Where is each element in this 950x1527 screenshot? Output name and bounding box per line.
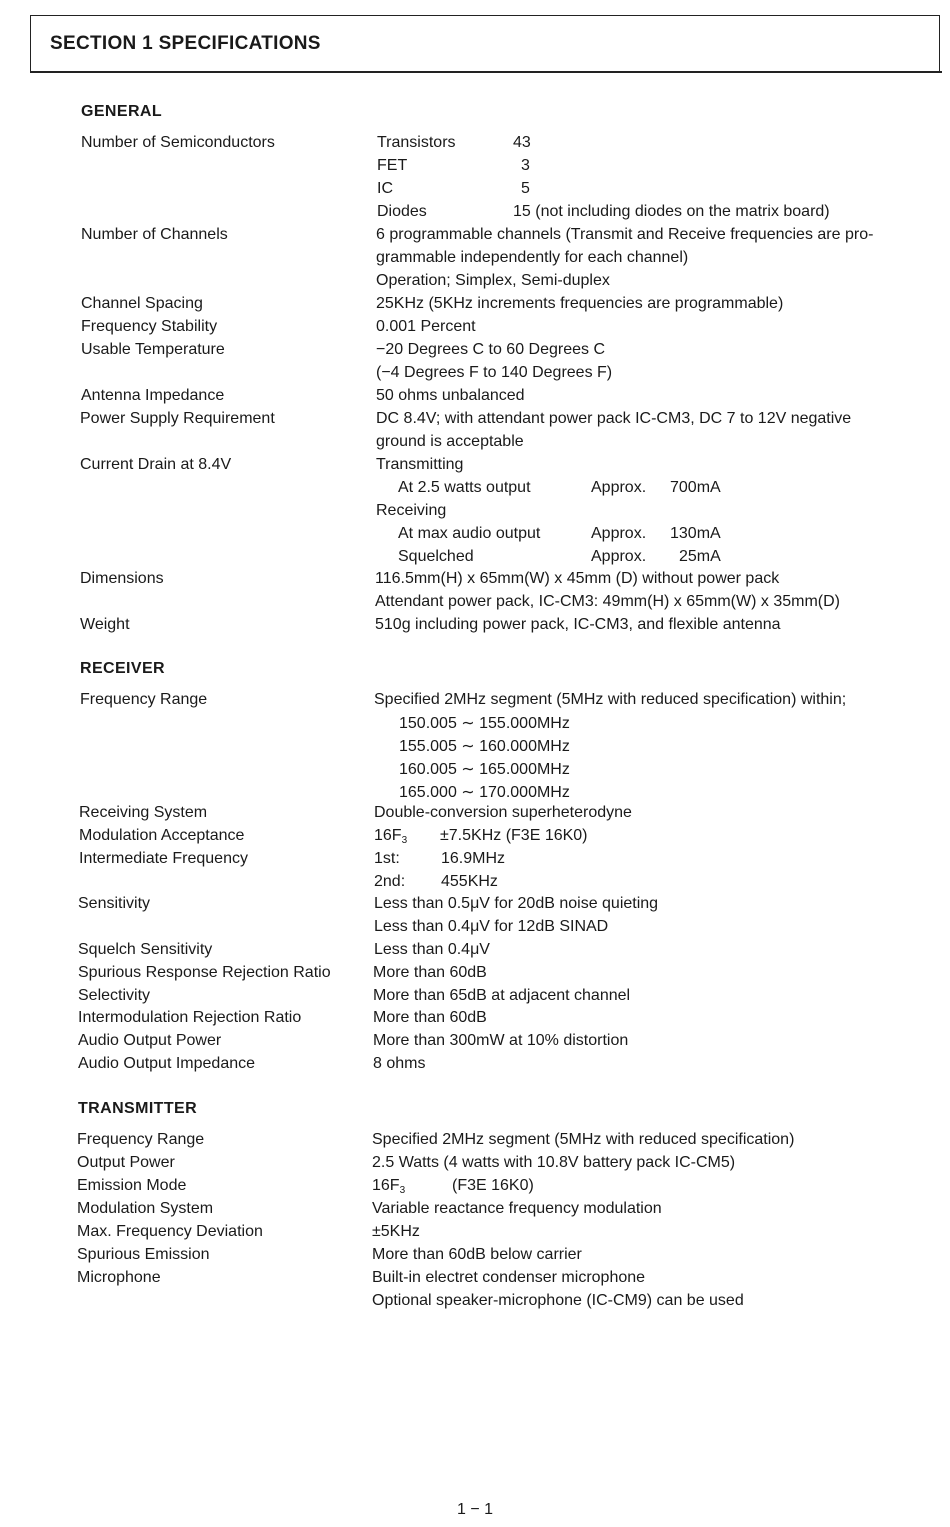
spec-row-rx-if-2 [0, 873, 950, 895]
spec-row-tx-mic-2 [0, 1292, 950, 1314]
spec-label: Sensitivity [78, 895, 151, 912]
emission-class: $16F_3$ [372, 1177, 406, 1196]
drain-condition: Squelched [398, 548, 474, 565]
spec-row-rx-squelch [0, 941, 950, 963]
freq-range: 150.005 ∼ 155.000MHz [399, 715, 570, 732]
spec-row-drain-rx2 [0, 548, 950, 570]
spec-value: Transmitting [376, 456, 464, 473]
spec-row-rx-system [0, 804, 950, 826]
drain-condition: At max audio output [398, 525, 541, 542]
spec-row-rx-freq [0, 691, 950, 713]
freq-range-row [0, 736, 950, 758]
transmitter-heading: TRANSMITTER [78, 1100, 198, 1117]
spec-row-power [0, 410, 950, 432]
semiconductor-name: FET [377, 157, 408, 174]
spec-value: grammable independently for each channel) [376, 249, 689, 266]
spec-value: −20 Degrees C to 60 Degrees C [376, 341, 606, 358]
spec-value: DC 8.4V; with attendant power pack IC-CM3, DC 7 to 12V negative [376, 410, 852, 427]
spec-row-rx-audio-power [0, 1032, 950, 1054]
spec-label: Selectivity [78, 987, 151, 1004]
spec-row-rx-sensitivity-2 [0, 918, 950, 940]
spec-value: More than 300mW at 10% distortion [373, 1032, 629, 1049]
spec-value: Less than 0.4μV for 12dB SINAD [374, 918, 609, 935]
drain-condition: At 2.5 watts output [398, 479, 531, 496]
spec-value: 2.5 Watts (4 watts with 10.8V battery pack IC-CM5) [372, 1154, 736, 1171]
spec-row-tx-spurious [0, 1246, 950, 1268]
semiconductor-name: Transistors [377, 134, 456, 151]
drain-value: 25mA [679, 548, 721, 565]
page-title: SECTION 1 SPECIFICATIONS [50, 33, 321, 54]
spec-row-rx-spurious [0, 964, 950, 986]
spec-label: Frequency Range [77, 1131, 205, 1148]
spec-value: More than 65dB at adjacent channel [373, 987, 631, 1004]
drain-value: 130mA [670, 525, 721, 542]
spec-row-weight [0, 616, 950, 638]
spec-label: Spurious Response Rejection Ratio [78, 964, 331, 981]
spec-row-tx-emission [0, 1177, 950, 1199]
spec-label: Channel Spacing [81, 295, 203, 312]
spec-value: ground is acceptable [376, 433, 524, 450]
if-value: 16.9MHz [441, 850, 506, 867]
freq-range: 165.000 ∼ 170.000MHz [399, 784, 570, 801]
spec-value: Operation; Simplex, Semi-duplex [376, 272, 610, 289]
spec-row-rx-if [0, 850, 950, 872]
receiver-heading: RECEIVER [80, 660, 165, 677]
spec-row-drain-rx1 [0, 525, 950, 547]
spec-value: Specified 2MHz segment (5MHz with reduced specification) within; [374, 691, 847, 708]
spec-row-dimensions-2 [0, 593, 950, 615]
spec-value: Less than 0.5μV for 20dB noise quieting [374, 895, 659, 912]
spec-row-rx-modulation [0, 827, 950, 849]
spec-label: Modulation Acceptance [79, 827, 245, 844]
spec-value: Attendant power pack, IC-CM3: 49mm(H) x 65mm(W) x 35mm(D) [375, 593, 840, 610]
freq-range-row [0, 782, 950, 804]
freq-range: 160.005 ∼ 165.000MHz [399, 761, 570, 778]
spec-row-drain-rx [0, 502, 950, 524]
spec-label: Antenna Impedance [81, 387, 225, 404]
spec-row-drain-tx [0, 479, 950, 501]
spec-row-stability [0, 318, 950, 340]
spec-label: Receiving System [79, 804, 208, 821]
spec-label: Squelch Sensitivity [78, 941, 213, 958]
spec-label: Modulation System [77, 1200, 214, 1217]
spec-label: Max. Frequency Deviation [77, 1223, 263, 1240]
spec-label: Dimensions [80, 570, 164, 587]
spec-row-ic [0, 180, 950, 202]
spec-value: 25KHz (5KHz increments frequencies are programmable) [376, 295, 784, 312]
freq-range-row [0, 713, 950, 735]
spec-row-tx-modsys [0, 1200, 950, 1222]
spec-value: 116.5mm(H) x 65mm(W) x 45mm (D) without power pack [375, 570, 780, 587]
if-stage: 1st: [374, 850, 400, 867]
if-stage: 2nd: [374, 873, 406, 890]
semiconductor-count: 5 [521, 180, 530, 197]
spec-row-channels [0, 226, 950, 248]
spec-row-channels-2 [0, 249, 950, 271]
spec-value: Specified 2MHz segment (5MHz with reduced specification) [372, 1131, 795, 1148]
spec-label: Frequency Stability [81, 318, 218, 335]
spec-row-rx-audio-imp [0, 1055, 950, 1077]
semiconductor-count: 43 [513, 134, 531, 151]
spec-value: Optional speaker-microphone (IC-CM9) can be used [372, 1292, 744, 1309]
spec-value: More than 60dB [373, 1009, 487, 1026]
spec-label: Output Power [77, 1154, 175, 1171]
spec-row-rx-intermod [0, 1009, 950, 1031]
spec-value: 0.001 Percent [376, 318, 476, 335]
spec-row-tx-mic [0, 1269, 950, 1291]
spec-row-fet [0, 157, 950, 179]
spec-label: Current Drain at 8.4V [80, 456, 232, 473]
spec-value: Double-conversion superheterodyne [374, 804, 632, 821]
spec-row-semiconductors [0, 134, 950, 156]
spec-label: Intermodulation Rejection Ratio [78, 1009, 302, 1026]
drain-approx: Approx. [591, 525, 647, 542]
spec-label: Intermediate Frequency [79, 850, 248, 867]
spec-label: Microphone [77, 1269, 161, 1286]
spec-value: ±5KHz [372, 1223, 420, 1240]
spec-value: 50 ohms unbalanced [376, 387, 525, 404]
spec-row-tx-deviation [0, 1223, 950, 1245]
spec-value: More than 60dB below carrier [372, 1246, 582, 1263]
if-value: 455KHz [441, 873, 498, 890]
semiconductor-count: 15 (not including diodes on the matrix board) [513, 203, 830, 220]
drain-approx: Approx. [591, 479, 647, 496]
spec-label: Spurious Emission [77, 1246, 210, 1263]
spec-label: Emission Mode [77, 1177, 187, 1194]
semiconductor-name: IC [377, 180, 393, 197]
spec-row-dimensions [0, 570, 950, 592]
spec-value: 8 ohms [373, 1055, 426, 1072]
spec-value: Built-in electret condenser microphone [372, 1269, 646, 1286]
spec-value: (F3E 16K0) [452, 1177, 534, 1194]
semiconductor-count: 3 [521, 157, 530, 174]
spec-value: 6 programmable channels (Transmit and Receive frequencies are pro- [376, 226, 874, 243]
spec-row-channels-3 [0, 272, 950, 294]
spec-label: Frequency Range [80, 691, 208, 708]
spec-value: Less than 0.4μV [374, 941, 490, 958]
spec-value: (−4 Degrees F to 140 Degrees F) [376, 364, 613, 381]
freq-range: 155.005 ∼ 160.000MHz [399, 738, 570, 755]
spec-value: More than 60dB [373, 964, 487, 981]
semiconductor-name: Diodes [377, 203, 427, 220]
spec-value: Receiving [376, 502, 447, 519]
spec-row-rx-sensitivity [0, 895, 950, 917]
spec-row-diodes [0, 203, 950, 225]
spec-value: Variable reactance frequency modulation [372, 1200, 662, 1217]
spec-row-tx-freq [0, 1131, 950, 1153]
spec-label: Audio Output Power [78, 1032, 222, 1049]
spec-row-power-2 [0, 433, 950, 455]
spec-row-impedance [0, 387, 950, 409]
spec-value: ±7.5KHz (F3E 16K0) [440, 827, 588, 844]
spec-label: Audio Output Impedance [78, 1055, 256, 1072]
spec-label: Weight [80, 616, 130, 633]
drain-value: 700mA [670, 479, 721, 496]
spec-row-tx-output [0, 1154, 950, 1176]
general-heading: GENERAL [81, 103, 163, 120]
spec-label: Number of Channels [81, 226, 228, 243]
spec-value: 510g including power pack, IC-CM3, and flexible antenna [375, 616, 781, 633]
spec-row-temperature [0, 341, 950, 363]
spec-label: Usable Temperature [81, 341, 225, 358]
spec-row-rx-selectivity [0, 987, 950, 1009]
freq-range-row [0, 759, 950, 781]
drain-approx: Approx. [591, 548, 647, 565]
modulation-class: $16F_3$ [374, 827, 408, 846]
page-number: 1 − 1 [456, 1501, 494, 1518]
spec-row-drain [0, 456, 950, 478]
spec-row-spacing [0, 295, 950, 317]
spec-label: Number of Semiconductors [81, 134, 275, 151]
header-rule [30, 71, 942, 73]
spec-label: Power Supply Requirement [80, 410, 275, 427]
spec-row-temperature-2 [0, 364, 950, 386]
